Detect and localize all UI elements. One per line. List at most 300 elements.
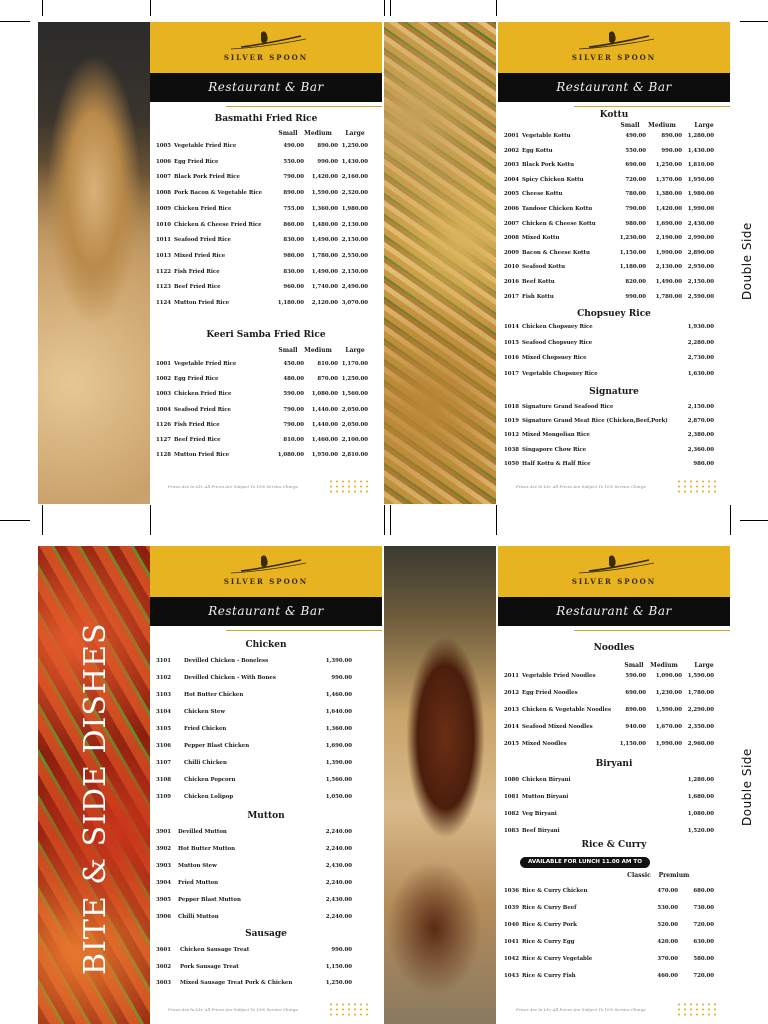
menu-item-row: [498, 264, 730, 271]
restaurant-bar-title: Restaurant & Bar: [208, 80, 324, 94]
menu-item-row: [498, 191, 730, 198]
item-code: 1001: [156, 361, 172, 367]
item-price: 2,890.00: [687, 249, 714, 256]
item-price: 720.00: [693, 973, 714, 979]
item-price: 720.00: [625, 176, 646, 183]
section-title: Sausage: [245, 929, 287, 939]
item-name: Beef Kottu: [522, 279, 555, 285]
item-name: Hot Butter Mutton: [178, 846, 236, 852]
item-code: 1018: [504, 404, 520, 410]
item-code: 1043: [504, 973, 520, 979]
item-name: Veg Biryani: [522, 811, 557, 817]
menu-item-row: [498, 177, 730, 184]
menu-item-row: [150, 829, 382, 836]
item-price: 790.00: [283, 406, 304, 413]
menu-item-row: [150, 361, 382, 368]
item-price: 1,180.00: [277, 300, 304, 306]
item-code: 2008: [504, 235, 520, 242]
item-price: 820.00: [625, 279, 646, 285]
menu-item-row: [150, 675, 382, 682]
fried-rice-photo: [38, 22, 150, 504]
item-name: Mutton Fried Rice: [174, 452, 230, 459]
crop-mark: [0, 520, 30, 521]
item-code: 2004: [504, 176, 520, 183]
item-price: 2,430.00: [687, 220, 714, 227]
item-price: 2,290.00: [687, 707, 714, 713]
menu-item-row: [498, 461, 730, 468]
menu-item-row: [150, 174, 382, 181]
item-name: Chicken Popcorn: [184, 777, 236, 783]
item-code: 3103: [156, 692, 172, 698]
menu-panel-noodles: [498, 546, 730, 1024]
item-price: 1,150.00: [325, 963, 352, 970]
item-code: 3107: [156, 760, 172, 766]
crop-mark: [390, 505, 391, 535]
item-price: 1,250.00: [655, 162, 682, 169]
item-price: 1,280.00: [687, 777, 714, 783]
crop-mark: [390, 0, 391, 16]
item-code: 3902: [156, 846, 172, 852]
item-name: Mixed Sausage Treat Pork & Chicken: [180, 980, 293, 986]
item-code: 1039: [504, 905, 520, 911]
item-code: 1127: [156, 437, 172, 443]
menu-item-row: [498, 250, 730, 257]
item-price: 2,050.00: [341, 421, 368, 428]
item-price: 1,630.00: [687, 371, 714, 378]
menu-item-row: [150, 237, 382, 244]
decorative-dots: [328, 1002, 368, 1016]
menu-item-row: [150, 692, 382, 699]
item-code: 2013: [504, 707, 520, 713]
item-code: 3601: [156, 947, 172, 953]
menu-item-row: [498, 340, 730, 347]
item-name: Egg Fried Rice: [174, 158, 219, 165]
menu-item-row: [150, 407, 382, 414]
item-code: 1040: [504, 922, 520, 928]
item-name: Vegetable Chopsuey Rice: [522, 371, 598, 378]
column-header: Medium: [304, 347, 332, 354]
item-name: Beef Biryani: [522, 828, 560, 834]
menu-item-row: [150, 743, 382, 750]
item-name: Vegetable Kottu: [522, 133, 571, 139]
item-price: 1,560.00: [341, 391, 368, 398]
menu-item-row: [150, 863, 382, 870]
decorative-dots: [676, 479, 716, 493]
item-code: 3106: [156, 743, 172, 749]
item-price: 1,690.00: [325, 743, 352, 749]
menu-item-row: [150, 726, 382, 733]
item-price: 810.00: [317, 361, 338, 367]
item-price: 690.00: [625, 690, 646, 696]
footer-note: Prices Are In Lkr, All Prices Are Subject To 10% Service Charge: [516, 1007, 646, 1012]
item-name: Chilli Chicken: [184, 760, 227, 766]
column-header: Premium: [658, 872, 690, 879]
brand-name: SILVER SPOON: [571, 53, 657, 62]
item-price: 1,390.00: [325, 658, 352, 664]
crop-mark: [740, 520, 768, 521]
item-name: Pepper Blast Mutton: [178, 897, 241, 903]
item-price: 890.00: [283, 190, 304, 197]
item-price: 990.00: [625, 293, 646, 300]
column-header: Small: [278, 347, 298, 354]
item-name: Devilled Mutton: [178, 829, 227, 835]
item-price: 1,230.00: [655, 690, 682, 696]
logo: [498, 554, 730, 586]
menu-item-row: [150, 391, 382, 398]
crop-mark: [150, 0, 151, 16]
item-price: 2,280.00: [687, 339, 714, 346]
menu-item-row: [498, 741, 730, 748]
menu-item-row: [150, 777, 382, 784]
subtitle-bar: [150, 597, 382, 626]
menu-item-row: [150, 206, 382, 213]
item-name: Mutton Fried Rice: [174, 300, 230, 306]
item-code: 1083: [504, 828, 520, 834]
item-code: 1015: [504, 339, 520, 346]
item-price: 2,320.00: [341, 190, 368, 197]
item-name: Black Pork Kottu: [522, 162, 575, 169]
item-price: 2,240.00: [325, 829, 352, 835]
brand-name: SILVER SPOON: [571, 577, 657, 586]
item-price: 2,810.00: [341, 452, 368, 459]
menu-item-row: [498, 724, 730, 731]
item-code: 2003: [504, 162, 520, 169]
item-price: 790.00: [625, 206, 646, 212]
item-name: Rice & Curry Vegetable: [522, 956, 593, 962]
item-name: Fish Fried Rice: [174, 421, 220, 428]
menu-item-row: [498, 777, 730, 784]
item-price: 2,130.00: [655, 264, 682, 271]
item-price: 2,360.00: [687, 446, 714, 453]
item-code: 2016: [504, 279, 520, 285]
item-name: Seafood Fried Rice: [174, 237, 231, 244]
item-code: 1082: [504, 811, 520, 817]
item-code: 1013: [156, 252, 172, 259]
item-name: Singapore Chow Rice: [522, 446, 587, 453]
item-price: 1,490.00: [655, 279, 682, 285]
item-name: Chilli Mutton: [178, 914, 219, 920]
subtitle-bar: [150, 73, 382, 102]
menu-item-row: [150, 253, 382, 260]
menu-item-row: [498, 235, 730, 242]
menu-item-row: [498, 447, 730, 454]
column-header: Medium: [648, 122, 676, 129]
item-name: Signature Grand Seafood Rice: [522, 404, 614, 410]
item-name: Chicken Biryani: [522, 777, 571, 783]
item-price: 1,440.00: [311, 406, 338, 413]
item-price: 1,690.00: [655, 220, 682, 227]
item-price: 1,560.00: [325, 777, 352, 783]
menu-item-row: [498, 221, 730, 228]
item-price: 2,870.00: [687, 418, 714, 425]
item-price: 780.00: [625, 191, 646, 198]
item-code: 1008: [156, 190, 172, 197]
item-name: Beef Fried Rice: [174, 437, 221, 443]
menu-item-row: [498, 324, 730, 331]
item-code: 3102: [156, 675, 172, 681]
item-name: Tandoor Chicken Kottu: [522, 206, 593, 212]
item-code: 3108: [156, 777, 172, 783]
item-code: 1016: [504, 355, 520, 362]
item-code: 3603: [156, 980, 172, 986]
item-code: 2011: [504, 673, 520, 679]
menu-panel-kottu: [498, 22, 730, 504]
footer-note: Prices Are In Lkr, All Prices Are Subject To 10% Service Charge: [516, 484, 646, 489]
menu-item-row: [498, 973, 730, 980]
item-price: 2,950.00: [687, 264, 714, 271]
item-price: 1,090.00: [655, 673, 682, 679]
item-price: 1,250.00: [341, 376, 368, 383]
item-name: Rice & Curry Chicken: [522, 888, 588, 894]
menu-item-row: [150, 159, 382, 166]
item-name: Mutton Stew: [178, 863, 217, 869]
item-name: Chicken Fried Rice: [174, 391, 232, 398]
gold-divider: [574, 630, 730, 631]
item-name: Spicy Chicken Kottu: [522, 176, 584, 183]
item-price: 2,240.00: [325, 914, 352, 920]
item-price: 480.00: [283, 376, 304, 383]
item-name: Egg Kottu: [522, 147, 553, 154]
menu-item-row: [150, 880, 382, 887]
item-name: Rice & Curry Beef: [522, 905, 577, 911]
item-name: Mixed Noodles: [522, 741, 567, 747]
item-price: 2,240.00: [325, 880, 352, 886]
crop-mark: [730, 505, 731, 535]
gold-divider: [226, 630, 382, 631]
menu-item-row: [150, 284, 382, 291]
item-price: 1,780.00: [655, 293, 682, 300]
gold-divider: [574, 106, 730, 107]
item-code: 1017: [504, 371, 520, 378]
item-price: 1,420.00: [311, 174, 338, 181]
item-price: 680.00: [693, 888, 714, 894]
item-code: 1010: [156, 221, 172, 228]
footer-note: Prices Are In Lkr, All Prices Are Subject To 10% Service Charge: [168, 1007, 298, 1012]
column-header: Small: [624, 662, 644, 669]
item-price: 1,170.00: [341, 361, 368, 367]
item-price: 720.00: [693, 922, 714, 928]
item-name: Mutton Biryani: [522, 794, 569, 800]
column-header: Medium: [304, 130, 332, 137]
item-price: 1,080.00: [311, 391, 338, 398]
crop-mark: [496, 0, 497, 16]
item-price: 1,360.00: [325, 726, 352, 732]
item-code: 3101: [156, 658, 172, 664]
item-price: 2,160.00: [341, 174, 368, 181]
item-price: 1,360.00: [311, 205, 338, 212]
menu-item-row: [150, 947, 382, 954]
item-code: 1004: [156, 406, 172, 413]
item-price: 2,150.00: [687, 404, 714, 410]
item-code: 3904: [156, 880, 172, 886]
item-code: 1122: [156, 268, 172, 275]
item-price: 630.00: [693, 939, 714, 945]
item-price: 790.00: [283, 421, 304, 428]
item-price: 2,490.00: [341, 284, 368, 291]
spoon-logo-icon: [221, 30, 311, 52]
menu-item-row: [498, 888, 730, 895]
item-price: 990.00: [331, 675, 352, 681]
menu-item-row: [498, 371, 730, 378]
item-code: 3602: [156, 963, 172, 970]
menu-item-row: [498, 432, 730, 439]
logo: [498, 30, 730, 62]
item-price: 1,930.00: [687, 324, 714, 330]
item-name: Chicken Lolipop: [184, 794, 234, 800]
item-price: 580.00: [693, 956, 714, 962]
double-side-label: Double Side: [740, 222, 754, 300]
kottu-photo: [384, 22, 496, 504]
item-price: 730.00: [693, 905, 714, 911]
item-price: 2,590.00: [687, 293, 714, 300]
item-price: 2,990.00: [687, 235, 714, 242]
footer-note: Prices Are In Lkr, All Prices Are Subject To 10% Service Charge: [168, 484, 298, 489]
decorative-dots: [328, 479, 368, 493]
item-code: 1011: [156, 237, 172, 244]
item-code: 3104: [156, 709, 172, 715]
item-code: 3905: [156, 897, 172, 903]
item-price: 1,420.00: [655, 206, 682, 212]
item-price: 2,960.00: [687, 741, 714, 747]
item-price: 870.00: [317, 376, 338, 383]
crop-mark: [384, 505, 385, 535]
menu-item-row: [498, 355, 730, 362]
double-side-label: Double Side: [740, 748, 754, 826]
item-name: Mixed Mongolian Rice: [522, 432, 590, 439]
item-price: 890.00: [661, 133, 682, 139]
item-price: 1,440.00: [311, 421, 338, 428]
item-code: 1050: [504, 460, 520, 467]
column-header: Medium: [650, 662, 678, 669]
menu-item-row: [150, 437, 382, 444]
lunch-availability-badge: AVAILABLE FOR LUNCH 11.00 AM TO 3.00PM: [520, 857, 650, 868]
item-code: 1081: [504, 794, 520, 800]
item-price: 590.00: [625, 673, 646, 679]
item-price: 2,430.00: [325, 897, 352, 903]
menu-item-row: [150, 914, 382, 921]
menu-item-row: [498, 707, 730, 714]
item-price: 1,590.00: [655, 707, 682, 713]
menu-item-row: [498, 690, 730, 697]
column-header: Large: [694, 662, 714, 669]
menu-item-row: [498, 162, 730, 169]
item-price: 830.00: [283, 268, 304, 275]
item-name: Half Kottu & Half Rice: [522, 460, 591, 467]
item-name: Mixed Chopsuey Rice: [522, 355, 587, 362]
column-header: Large: [345, 130, 365, 137]
item-name: Cheese Kottu: [522, 191, 563, 198]
menu-panel-bites: [150, 546, 382, 1024]
crop-mark: [384, 0, 385, 16]
item-code: 1005: [156, 143, 172, 149]
item-code: 1007: [156, 174, 172, 181]
item-price: 940.00: [625, 724, 646, 730]
item-name: Beef Fried Rice: [174, 284, 221, 291]
item-price: 1,810.00: [687, 162, 714, 169]
item-price: 1,380.00: [655, 191, 682, 198]
item-code: 2009: [504, 249, 520, 256]
item-code: 2006: [504, 206, 520, 212]
item-name: Chicken & Cheese Fried Rice: [174, 221, 262, 228]
item-price: 1,990.00: [655, 741, 682, 747]
item-name: Fried Chicken: [184, 726, 227, 732]
spoon-logo-icon: [569, 30, 659, 52]
side-title: BITE & SIDE DISHES: [78, 622, 113, 975]
item-price: 550.00: [283, 158, 304, 165]
item-name: Devilled Chicken - Boneless: [184, 658, 269, 664]
item-price: 1,230.00: [619, 235, 646, 242]
gold-divider: [226, 106, 382, 107]
menu-item-row: [498, 956, 730, 963]
item-price: 590.00: [283, 391, 304, 398]
menu-panel-fried-rice: [150, 22, 382, 504]
menu-item-row: [498, 279, 730, 286]
section-title: Keeri Samba Fried Rice: [206, 330, 326, 340]
item-name: Vegetable Fried Rice: [174, 143, 237, 149]
item-price: 1,780.00: [687, 690, 714, 696]
item-price: 860.00: [283, 221, 304, 228]
item-code: 1036: [504, 888, 520, 894]
item-price: 1,950.00: [687, 176, 714, 183]
item-price: 460.00: [657, 973, 678, 979]
item-price: 490.00: [625, 133, 646, 139]
item-price: 1,490.00: [311, 268, 338, 275]
item-price: 2,150.00: [687, 279, 714, 285]
item-name: Chicken & Cheese Kottu: [522, 220, 596, 227]
item-name: Fish Fried Rice: [174, 268, 220, 275]
section-title: Rice & Curry: [581, 840, 647, 850]
menu-item-row: [498, 905, 730, 912]
item-code: 2010: [504, 264, 520, 271]
item-price: 1,990.00: [655, 249, 682, 256]
restaurant-bar-title: Restaurant & Bar: [208, 604, 324, 618]
item-code: 1012: [504, 432, 520, 439]
menu-item-row: [498, 418, 730, 425]
item-code: 1014: [504, 324, 520, 330]
item-code: 1042: [504, 956, 520, 962]
item-name: Signature Grand Meat Rice (Chicken,Beef,Pork): [522, 418, 668, 425]
item-price: 1,280.00: [687, 133, 714, 139]
item-price: 530.00: [657, 905, 678, 911]
item-price: 990.00: [661, 147, 682, 154]
item-price: 2,240.00: [325, 846, 352, 852]
item-name: Rice & Curry Fish: [522, 973, 576, 979]
menu-item-row: [498, 148, 730, 155]
item-price: 1,460.00: [311, 437, 338, 443]
column-header: Small: [278, 130, 298, 137]
menu-item-row: [150, 980, 382, 987]
item-price: 1,680.00: [687, 794, 714, 800]
item-code: 1006: [156, 158, 172, 165]
item-price: 1,490.00: [311, 237, 338, 244]
item-price: 1,080.00: [687, 811, 714, 817]
item-price: 1,590.00: [311, 190, 338, 197]
item-code: 1002: [156, 376, 172, 383]
section-title: Noodles: [593, 643, 635, 653]
item-code: 2005: [504, 191, 520, 198]
menu-item-row: [150, 269, 382, 276]
brand-name: SILVER SPOON: [223, 577, 309, 586]
item-price: 2,120.00: [311, 300, 338, 306]
item-name: Devilled Chicken - With Bones: [184, 675, 276, 681]
item-code: 3901: [156, 829, 172, 835]
item-name: Pepper Blast Chicken: [184, 743, 250, 749]
item-name: Bacon & Cheese Kottu: [522, 249, 590, 256]
item-code: 2014: [504, 724, 520, 730]
item-price: 2,150.00: [341, 237, 368, 244]
menu-item-row: [498, 133, 730, 140]
menu-item-row: [150, 422, 382, 429]
